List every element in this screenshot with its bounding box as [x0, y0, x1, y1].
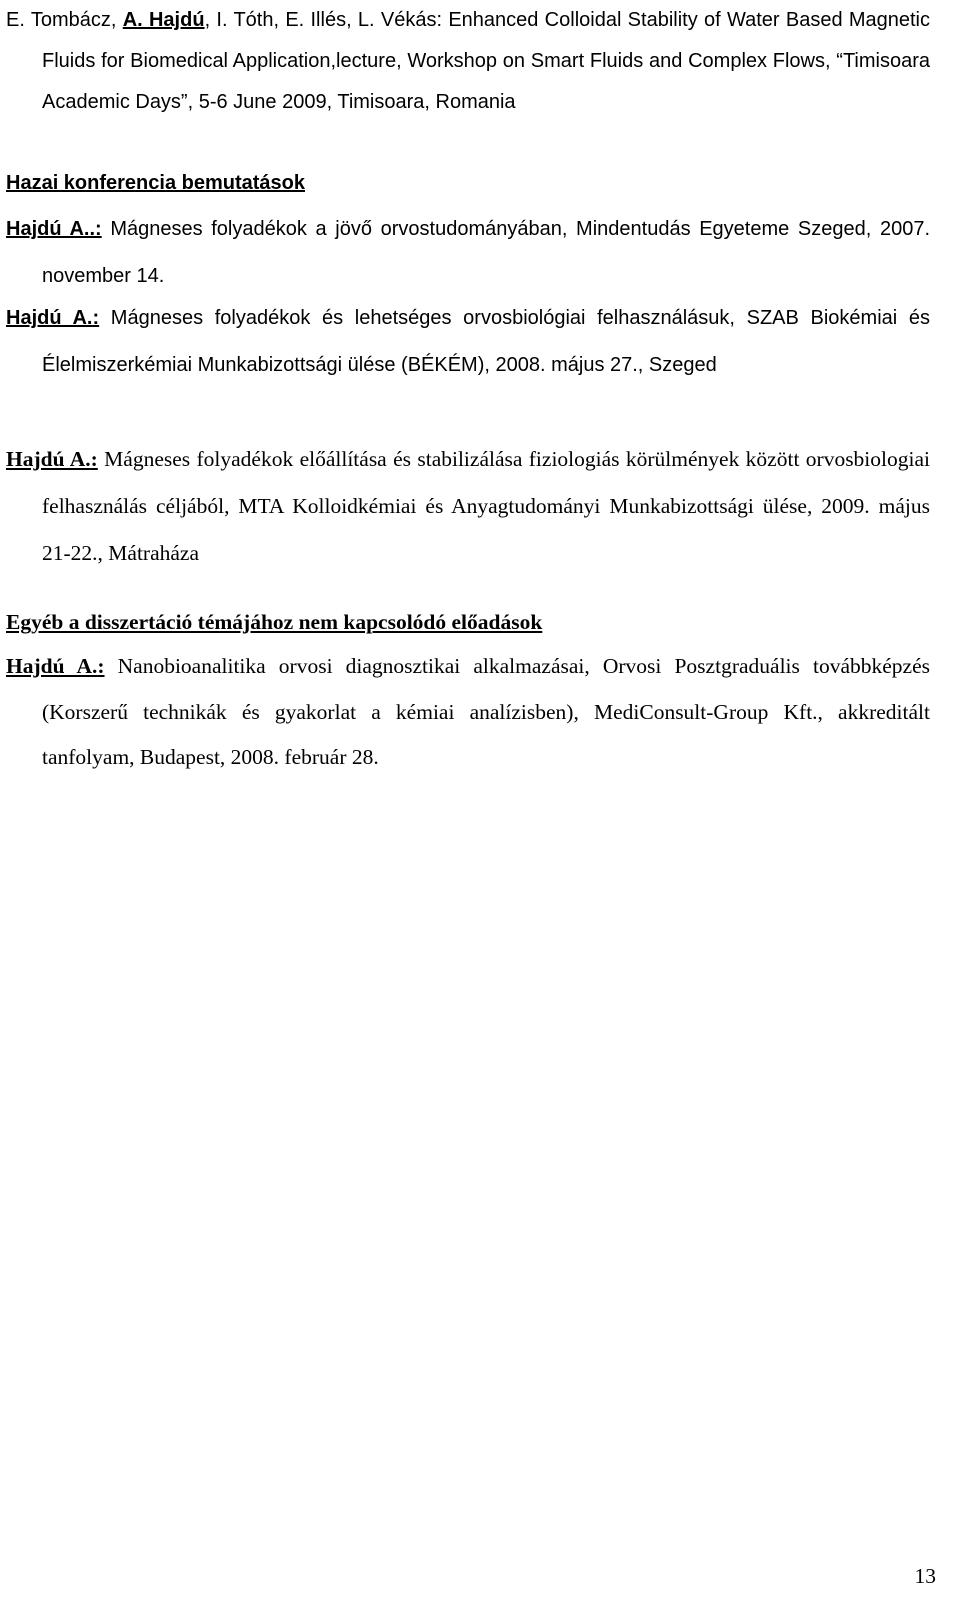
entry-details: Mágneses folyadékok és lehetséges orvosbiológiai felhasználásuk, SZAB Biokémiai és Élelmiszerkémiai Munkabizottsági ülése (BÉKÉM), 2008. május 27., Szeged [42, 307, 930, 376]
entry-separator: : [92, 307, 100, 329]
section-heading-other: Egyéb a disszertáció témájához nem kapcsolódó előadások [6, 610, 543, 634]
entry-author: Hajdú A. [6, 447, 91, 471]
entry-details: Nanobioanalitika orvosi diagnosztikai alkalmazásai, Orvosi Posztgraduális továbbképzés (Korszerű technikák és gyakorlat a kémiai analízisben), MediConsult-Group Kft., akkreditált tanfolyam, Budapest, 2008. február 28. [42, 654, 930, 769]
conference-entry-matrahaza [6, 436, 930, 577]
entry-details: Mágneses folyadékok a jövő orvostudományában, Mindentudás Egyeteme Szeged, 2007. november 14. [42, 218, 930, 287]
section-heading-domestic: Hazai konferencia bemutatások [6, 172, 305, 194]
conference-entry-timisoara [6, 0, 931, 123]
entry-author: Hajdú A. [6, 654, 98, 678]
entry-separator: : [97, 654, 105, 678]
conference-entry-bekem [6, 295, 930, 389]
entry-lead-authors: E. Tombácz, [6, 9, 123, 31]
entry-separator: : [90, 447, 98, 471]
entry-author: Hajdú A. [6, 218, 90, 240]
entry-author: Hajdú A. [6, 307, 93, 329]
entry-details: , I. Tóth, E. Illés, L. Vékás: Enhanced Colloidal Stability of Water Based Magnetic Fluids for Biomedical Application,lecture, Workshop on Smart Fluids and Complex Flows, “Timisoara Academic Days”, 5-6 June 2009, Timisoara, Romania [42, 9, 931, 113]
entry-highlighted-author: A. Hajdú [122, 9, 205, 31]
page-number: 13 [914, 1564, 936, 1588]
lecture-entry-nanobioanalitika [6, 644, 930, 781]
conference-entry-mindentudas [6, 206, 930, 300]
entry-details: Mágneses folyadékok előállítása és stabilizálása fiziologiás körülmények között orvosbiologiai felhasználás céljából, MTA Kolloidkémiai és Anyagtudományi Munkabizottsági ülése, 2009. május 21-22., Mátraháza [42, 447, 930, 565]
entry-separator: .: [89, 218, 102, 240]
